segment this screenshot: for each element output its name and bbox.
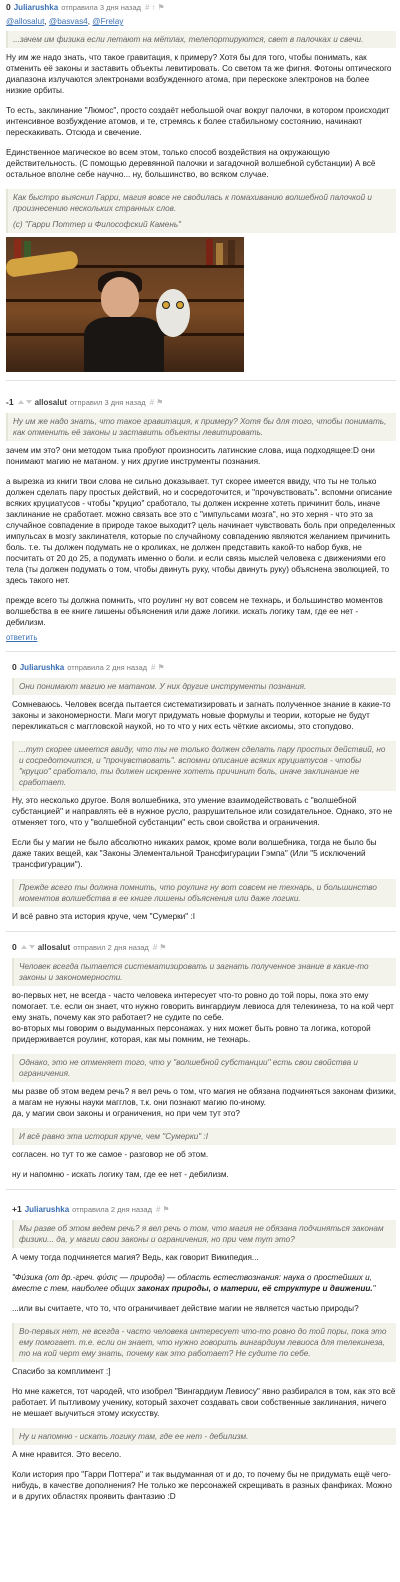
flag-icon[interactable]: ⚑ [159, 942, 169, 952]
permalink-icon[interactable]: # [151, 662, 158, 672]
quote: Человек всегда пытается систематизировать и загнать полученное знание в какие-то законы и закономерности. [12, 958, 396, 986]
rating: 0 [6, 1, 11, 12]
comment-tools [153, 942, 169, 953]
comment-text: ...или вы считаете, что то, что ограничивает действие магии не является частью природы? [12, 1304, 359, 1313]
comment-tools [145, 2, 167, 13]
comment-meta [6, 395, 396, 409]
comment-text: То есть, заклинание "Люмос", просто создаёт небольшой очаг вокруг палочки, в котором происходит интенсивное возбуждение атомов, и те, стремясь к более стабильному состоянию, начинают перескакивать. Отсюда и свечение. [6, 106, 390, 137]
rating: +1 [12, 1203, 22, 1214]
quote: ...зачем им физика если летают на мётлах, телепортируются, свет в палочках и свечи. [6, 31, 396, 48]
rating: 0 [12, 661, 17, 672]
definition-quote: "Фи́зика (от др.-греч. φύσις — природа) — область естествознания: наука о простейших и, вместе с тем, наиболее общих законах природы, о материи, её структуре и движении." [12, 1273, 376, 1293]
flag-icon[interactable]: ⚑ [156, 397, 166, 407]
comment-text: ну и напомню - искать логику там, где ее нет - дебилизм. [12, 1170, 229, 1179]
flag-icon[interactable]: ⚑ [162, 1204, 172, 1214]
quote: Ну и напомню - искать логику там, где ее нет - дебилизм. [12, 1428, 396, 1445]
reply-link[interactable]: ответить [6, 633, 38, 642]
quote: Однако, это не отменяет того, что у "волшебной субстанции" есть свои свойства и ограничения. [12, 1054, 396, 1082]
comment-5 [6, 1202, 396, 1502]
timestamp: отправила 2 дня назад [72, 1204, 152, 1214]
quote: Ну им же надо знать, что такое гравитация, к примеру? Хотя бы для того, чтобы понимать, как отменить её законы и заставить объекты левитировать. [6, 413, 396, 441]
quote: Они понимают магию не матаном. У них другие инструменты познания. [12, 678, 396, 695]
comment-text: зачем им это? они методом тыка пробуют произносить латинские слова, ища подходящее:D они понимают магию не матаном. у них другие инструменты познания. [6, 446, 375, 466]
comment-text: Сомневаюсь. Человек всегда пытается систематизировать и загнать полученное знание в какие-то законы и закономерности. Маги могут придумать новые формулы и теории, которые не будут перекликаться с маггловской наукой, но то что у них есть чёткие аксиомы, это стопудово. [12, 700, 391, 731]
author-link[interactable]: Juliarushka [13, 2, 59, 12]
comment-meta [12, 660, 396, 674]
comment-text: Ну им же надо знать, что такое гравитация, к примеру? Хотя бы для того, чтобы понимать, как отменить её законы и заставить объекты левитировать. Со светом та же фигня. Фотоны оптического диапазона излучаются электронами возбужденного атома, при перескоке электронов на более низкие орбиты. [6, 53, 392, 95]
comment-text: Коли история про "Гарри Поттера" и так выдуманная от и до, то почему бы не придумать ещё чего-нибудь, в качестве дополнения? Не только же персонажей скрещивать в разных фанфиках. Можно и в других областях проявить фантазию :D [12, 1470, 392, 1501]
comment-3 [6, 660, 396, 922]
rating: 0 [12, 941, 17, 952]
vote-up-icon[interactable] [18, 400, 24, 404]
mention-link[interactable]: @Frelay [92, 17, 124, 26]
comment-text: А чему тогда подчиняется магия? Ведь, как говорит Википедия... [12, 1253, 259, 1262]
comment-text: во-вторых мы говорим о выдуманных персонажах. у них может быть ровно та логика, которой придерживается роулинг, которая, как мы помним, не технарь. [12, 1024, 371, 1044]
comment-tools [151, 662, 167, 673]
comment-1 [6, 0, 396, 372]
timestamp: отправила 2 дня назад [67, 662, 147, 672]
comment-meta [12, 940, 396, 954]
comment-text: Единственное магическое во всем этом, только способ воздействия на окружающую действительность. (С помощью деревянной палочки и загадочной волшебной субстанции) А всё остальное вполне себе научно... ну, большинство, во всяком случае. [6, 148, 376, 179]
comment-meta [12, 1202, 396, 1216]
quote: Как быстро выяснил Гарри, магия вовсе не сводилась к помахиванию волшебной палочкой и произнесению нескольких странных слов. (с) "Гарри Поттер и Философский Камень" [6, 189, 396, 233]
permalink-icon[interactable]: # [155, 1204, 163, 1214]
mention-link[interactable]: @basvas4 [48, 17, 88, 26]
rating: -1 [6, 396, 14, 407]
comment-text: согласен. но тут то же самое - разговор не об этом. [12, 1150, 209, 1159]
timestamp: отправил 2 дня назад [73, 942, 149, 952]
comment-tools [156, 1204, 172, 1215]
author-link[interactable]: allosalut [34, 397, 68, 407]
author-link[interactable]: allosalut [37, 942, 71, 952]
mentions: @allosalut, @basvas4, @Frelay [6, 17, 124, 26]
comment-2 [6, 395, 396, 647]
timestamp: отправил 3 дня назад [70, 397, 146, 407]
comment-text: прежде всего ты должна помнить, что роулинг ну вот совсем не технарь, и большинство моментов волшебства в ее книге лишены объяснения или даже логики. искать логику там, где ее нет - дебилизм. [6, 596, 383, 627]
vote-down-icon[interactable] [29, 945, 35, 949]
comment-text: Если бы у магии не было абсолютно никаких рамок, кроме воли волшебника, тогда не было бы даже таких вещей, как "Законы Элементальной Трансфигурации Гэмпа" (Или "5 исключений трансфигурации"). [12, 838, 377, 869]
quote-source: (с) "Гарри Поттер и Философский Камень" [13, 220, 182, 229]
quote: И всё равно эта история круче, чем "Сумерки" :I [12, 1128, 396, 1145]
permalink-icon[interactable]: # [152, 942, 160, 952]
comment-text: И всё равно эта история круче, чем "Сумерки" :I [12, 912, 196, 921]
comment-text: да, у магии свои законы и ограничения, но при чем тут это? [12, 1109, 240, 1118]
vote-down-icon[interactable] [26, 400, 32, 404]
comment-text: Спасибо за комплимент :] [12, 1367, 111, 1376]
harry-potter-image [6, 237, 244, 372]
quote: Мы разве об этом ведем речь? я вел речь о том, что магия не обязана подчиняться законам физики... да, у магии свои законы и ограничения, но при чем тут это? [12, 1220, 396, 1248]
quote: Прежде всего ты должна помнить, что роулинг ну вот совсем не технарь, и большинство моментов волшебства в ее книге лишены объяснения или даже логики. [12, 879, 396, 907]
comment-text: Ну, это несколько другое. Воля волшебника, это умение взаимодействовать с "волшебной субстанцией" и направлять её в нужное русло, разрушительное или созидательное. Однако, это не отменяет того, что у "волшебной субстанции" есть свои свойства и ограничения. [12, 796, 393, 827]
comment-4 [6, 940, 396, 1180]
vote-up-icon[interactable] [21, 945, 27, 949]
author-link[interactable]: Juliarushka [19, 662, 65, 672]
author-link[interactable]: Juliarushka [24, 1204, 70, 1214]
comment-text: мы разве об этом ведем речь? я вел речь о том, что магия не обязана подчиняться законам физики, а магам не нужны науки магглов, т.к. они познают магию по-иному. [12, 1087, 396, 1107]
permalink-icon[interactable]: # [145, 2, 152, 12]
permalink-icon[interactable]: # [149, 397, 157, 407]
comment-tools [150, 397, 166, 408]
parent-icon[interactable]: ↑ [151, 2, 158, 12]
quote: Во-первых нет, не всегда - часто человека интересует что-то ровно до той поры, пока это ему помогает. т.е. если он знает, что нужно говорить вингардиум левиоса для телекинеза, то на кой черт ему знать, почему как это работает? Не судите по себе. [12, 1323, 396, 1362]
quote: ...тут скорее имеется ввиду, что ты не только должен сделать пару простых действий, но и сосредоточится, и "прочувствовать". вспомни описание всяких круциатусов - чтобы "круцио" сработало, ты должен искренне хотеть причинит боль, иначе заклинание не сработает. [12, 741, 396, 791]
timestamp: отправила 3 дня назад [61, 2, 141, 12]
comment-text: А мне нравится. Это весело. [12, 1450, 122, 1459]
comment-meta [6, 0, 396, 14]
flag-icon[interactable]: ⚑ [157, 2, 167, 12]
comment-text: Но мне кажется, тот чародей, что изобрел "Вингардиум Левиосу" явно разбирался в том, как это всё работает. И пытливому ученику, который захочет создавать свои собственные заклинания, ничего не мешает выучиться этому искусству. [12, 1387, 396, 1418]
owl [156, 289, 190, 337]
flag-icon[interactable]: ⚑ [157, 662, 167, 672]
mention-link[interactable]: @allosalut [6, 17, 45, 26]
comment-text: во-первых нет, не всегда - часто человека интересует что-то ровно до той поры, пока это ему помогает. т.е. если он знает, что нужно говорить вингардиум левиоса для телекинеза, то на кой черт ему знать, почему как это работает? не судите по себе. [12, 991, 394, 1022]
comment-text: а вырезка из книги твои слова не сильно доказывает. тут скорее имеется ввиду, что ты не только должен сделать пару простых действий, но и сосредоточится, и "прочувствовать". вспомни описание всяких круциатусов - чтобы "круцио" сработало, ты должен искренне хотеть причинит боль, иначе заклинание не сработает. можно связать все это с "импульсами мозга", но это херня - что это за случайное совпадение в природе такое выходит? цель начинает чувствовать боль при определенных импульсах в мозгу заклинателя, которые по случайному совпадению являются желанием причинить боль. т.е. ты должен подумать не о кроликах, не должен представить какой-то набор букв, не посчитать от 20 до 25, а подумать именно о боли. и если связь мыслей человека с движениями его тела (ты должен подумать о том, чтобы двинуть руку, чтобы двинуть руку) объяснена эволюцией, то здесь такого нет. [6, 477, 396, 585]
